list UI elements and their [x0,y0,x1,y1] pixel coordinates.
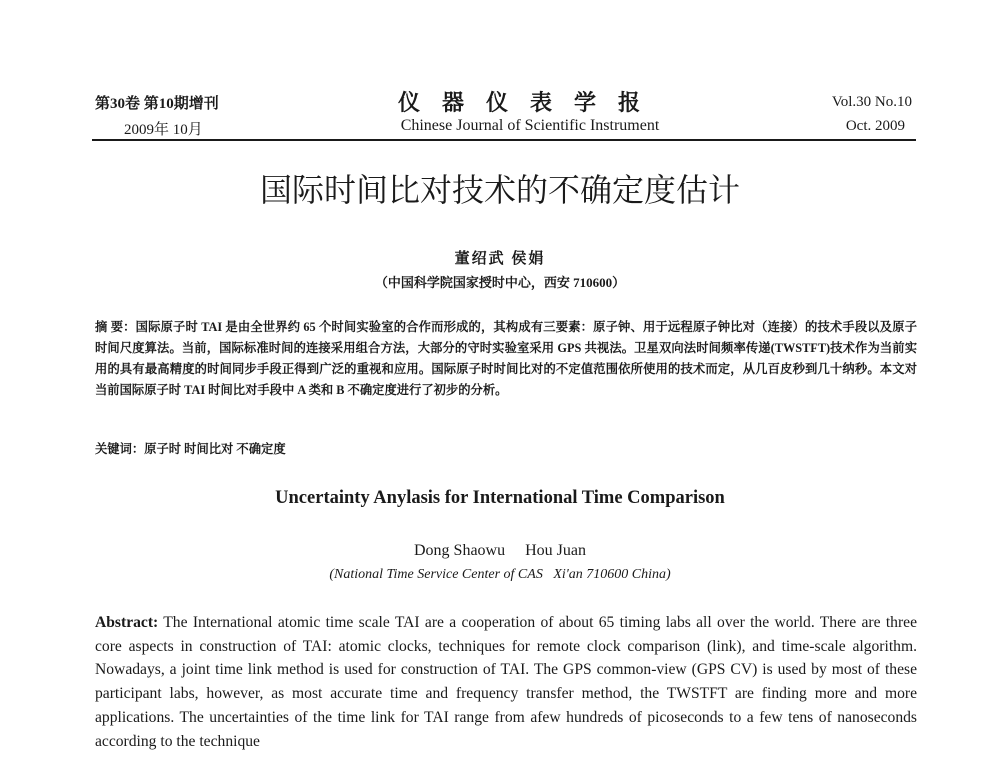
journal-title-en: Chinese Journal of Scientific Instrument [400,117,660,134]
keywords-cn [95,439,917,457]
keywords-cn-label: 关键词： [95,442,145,456]
keywords-cn-text: 原子时 时间比对 不确定度 [144,442,286,456]
abstract-en [95,611,917,753]
abstract-en-text: The International atomic time scale TAI are a cooperation of about 65 timing labs all over the world. There are three core aspects in construction of TAI: atomic clocks, techniques for remote clock comparison (link), and time-scale algorithm. Nowadays, a joint time link method is used for construction of TAI. The GPS common-view (GPS CV) is used by most of these participant labs, however, as most accurate time and frequency transfer method, the TWSTFT are finding more and more applications. The uncertainties of the time link for TAI range from afew hundreds of picoseconds to a few tens of nanoseconds according to the technique [95,614,917,750]
header-rule [92,139,916,141]
authors-cn: 董绍武 侯娟 [454,251,546,267]
volume-issue-cn: 第30卷 第10期增刊 [95,96,219,112]
authors-en: Dong Shaowu Hou Juan [414,542,586,559]
abstract-en-label: Abstract: [95,614,159,631]
affiliation-cn: （中国科学院国家授时中心，西安 710600） [374,275,626,290]
paper-title-en: Uncertainty Anylasis for International Time Comparison [275,488,725,508]
journal-title-cn: 仪器仪表学报 [397,90,662,115]
abstract-cn [95,317,917,401]
volume-issue-en: Vol.30 No.10 [831,94,912,110]
date-cn: 2009年 10月 [124,122,203,138]
abstract-cn-label: 摘 要： [95,320,136,334]
paper-title-cn: 国际时间比对技术的不确定度估计 [259,171,740,209]
date-en: Oct. 2009 [845,118,905,134]
affiliation-en: (National Time Service Center of CAS Xi'an 710600 China) [329,567,671,582]
abstract-cn-text: 国际原子时 TAI 是由全世界约 65 个时间实验室的合作而形成的，其构成有三要素：原子钟、用于远程原子钟比对（连接）的技术手段以及原子时间尺度算法。当前，国际标准时间的连接采用组合方法，大部分的守时实验室采用 GPS 共视法。卫星双向法时间频率传递(TWSTFT)技术作为当前实用的具有最高精度的时间同步手段正得到广泛的重视和应用。国际原子时时间比对的不定值范围依所使用的技术而定，从几百皮秒到几十纳秒。本文对当前国际原子时 TAI 时间比对手段中 A 类和 B 不确定度进行了初步的分析。 [95,320,917,397]
